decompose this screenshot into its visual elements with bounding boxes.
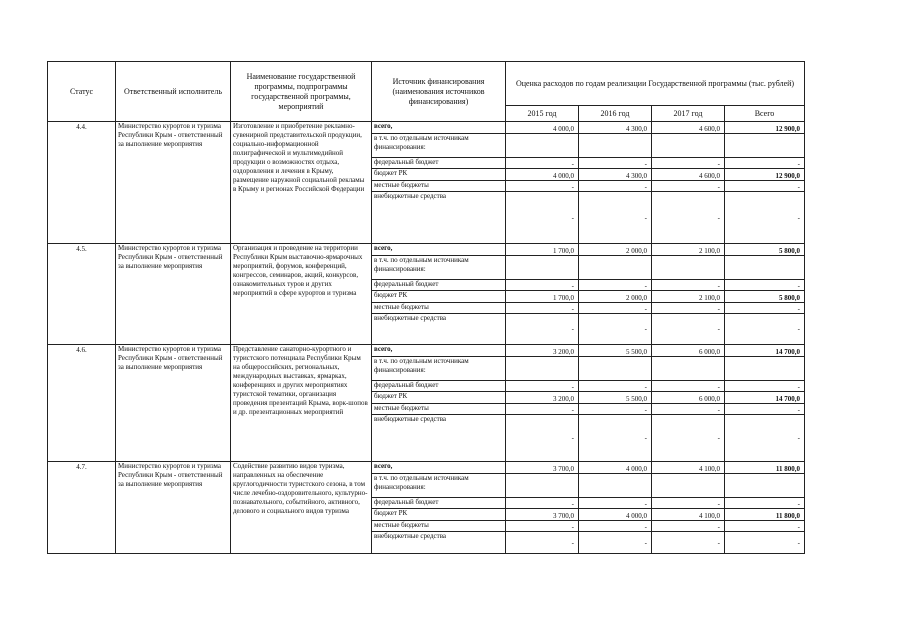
value-cell: 14 700,0 <box>725 392 805 404</box>
value-cell: 3 700,0 <box>506 462 579 474</box>
value-cell: 11 800,0 <box>725 509 805 521</box>
value-cell <box>579 256 652 280</box>
value-cell <box>652 134 725 158</box>
value-cell <box>652 256 725 280</box>
row-activity-name: Организация и проведение на территории Республики Крым выставочно-ярмарочных мероприятий, форумов, конференций, конгрессов, семинаров, акций, конкурсов, ознакомительных туров и других мероприятий в сфере курортов и туризма <box>231 244 372 345</box>
value-cell: - <box>725 521 805 532</box>
value-cell <box>506 134 579 158</box>
value-cell: 2 000,0 <box>579 244 652 256</box>
funding-source-label: местные бюджеты <box>372 303 506 314</box>
value-cell: - <box>579 303 652 314</box>
value-cell: - <box>725 303 805 314</box>
value-cell: - <box>725 280 805 291</box>
value-cell: - <box>579 532 652 554</box>
value-cell: - <box>725 404 805 415</box>
value-cell: - <box>652 498 725 509</box>
funding-source-label: внебюджетные средства <box>372 415 506 462</box>
value-cell: - <box>506 498 579 509</box>
value-cell: - <box>652 404 725 415</box>
value-cell: - <box>579 181 652 192</box>
value-cell: 4 300,0 <box>579 122 652 134</box>
row-status: 4.4. <box>48 122 116 244</box>
funding-source-label: федеральный бюджет <box>372 280 506 291</box>
funding-source-label: местные бюджеты <box>372 404 506 415</box>
value-cell: - <box>506 280 579 291</box>
value-cell: - <box>579 314 652 345</box>
value-cell: 4 000,0 <box>506 122 579 134</box>
value-cell: - <box>579 280 652 291</box>
header-total: Всего <box>725 106 805 122</box>
value-cell: - <box>579 381 652 392</box>
value-cell: 1 700,0 <box>506 244 579 256</box>
header-name: Наименование государственной программы, подпрограммы государственной программы, мероприятий <box>231 62 372 122</box>
value-cell: 4 100,0 <box>652 509 725 521</box>
funding-source-label: внебюджетные средства <box>372 532 506 554</box>
value-cell: - <box>579 404 652 415</box>
value-cell <box>579 357 652 381</box>
table-row <box>48 244 805 256</box>
value-cell <box>725 474 805 498</box>
value-cell: 4 000,0 <box>579 509 652 521</box>
value-cell: 5 500,0 <box>579 345 652 357</box>
funding-source-label: федеральный бюджет <box>372 498 506 509</box>
value-cell: - <box>506 314 579 345</box>
value-cell: - <box>506 303 579 314</box>
table-row <box>48 122 805 134</box>
value-cell: - <box>652 280 725 291</box>
funding-source-label: федеральный бюджет <box>372 381 506 392</box>
header-source: Источник финансирования (наименования источников финансирования) <box>372 62 506 122</box>
value-cell: 14 700,0 <box>725 345 805 357</box>
value-cell: - <box>652 192 725 244</box>
value-cell: - <box>506 192 579 244</box>
value-cell: - <box>725 314 805 345</box>
header-executor: Ответственный исполнитель <box>116 62 231 122</box>
value-cell <box>725 256 805 280</box>
value-cell: 12 900,0 <box>725 122 805 134</box>
value-cell: - <box>652 415 725 462</box>
value-cell: 4 000,0 <box>506 169 579 181</box>
value-cell: - <box>506 181 579 192</box>
value-cell: - <box>725 498 805 509</box>
value-cell: - <box>725 532 805 554</box>
value-cell <box>652 474 725 498</box>
value-cell <box>725 134 805 158</box>
row-executor: Министерство курортов и туризма Республики Крым - ответственный за выполнение мероприятия <box>116 345 231 462</box>
funding-source-label: бюджет РК <box>372 509 506 521</box>
value-cell: - <box>579 158 652 169</box>
value-cell: - <box>725 192 805 244</box>
value-cell: 4 600,0 <box>652 122 725 134</box>
value-cell: 5 800,0 <box>725 291 805 303</box>
row-executor: Министерство курортов и туризма Республики Крым - ответственный за выполнение мероприятия <box>116 244 231 345</box>
value-cell: - <box>652 158 725 169</box>
value-cell: 2 100,0 <box>652 291 725 303</box>
value-cell: - <box>652 314 725 345</box>
table-row <box>48 462 805 474</box>
table-row <box>48 345 805 357</box>
value-cell: - <box>506 404 579 415</box>
funding-source-label: в т.ч. по отдельным источникам финансирования: <box>372 357 506 381</box>
value-cell: 6 000,0 <box>652 345 725 357</box>
value-cell: - <box>506 521 579 532</box>
funding-source-label: местные бюджеты <box>372 521 506 532</box>
value-cell: 3 200,0 <box>506 392 579 404</box>
funding-source-label: всего, <box>372 462 506 474</box>
value-cell: - <box>652 532 725 554</box>
header-estimate: Оценка расходов по годам реализации Государственной программы (тыс. рублей) <box>506 62 805 106</box>
funding-source-label: в т.ч. по отдельным источникам финансирования: <box>372 474 506 498</box>
funding-source-label: внебюджетные средства <box>372 192 506 244</box>
row-activity-name: Представление санаторно-курортного и туристского потенциала Республики Крым на общероссийских, региональных, международных выставках, ярмарках, конференциях и других мероприятиях туристской тематики, организация проведения презентаций Крыма, ворк-шопов и др. презентационных мероприятий <box>231 345 372 462</box>
value-cell: - <box>506 532 579 554</box>
value-cell: 4 000,0 <box>579 462 652 474</box>
value-cell: 2 000,0 <box>579 291 652 303</box>
value-cell: 2 100,0 <box>652 244 725 256</box>
value-cell <box>579 134 652 158</box>
value-cell: 5 500,0 <box>579 392 652 404</box>
value-cell: 4 600,0 <box>652 169 725 181</box>
row-status: 4.5. <box>48 244 116 345</box>
row-executor: Министерство курортов и туризма Республики Крым - ответственный за выполнение мероприятия <box>116 122 231 244</box>
value-cell <box>506 357 579 381</box>
funding-source-label: бюджет РК <box>372 291 506 303</box>
value-cell: - <box>652 381 725 392</box>
value-cell: - <box>506 381 579 392</box>
funding-source-label: бюджет РК <box>372 169 506 181</box>
funding-source-label: местные бюджеты <box>372 181 506 192</box>
value-cell: - <box>579 415 652 462</box>
value-cell: - <box>725 181 805 192</box>
value-cell <box>506 256 579 280</box>
funding-source-label: внебюджетные средства <box>372 314 506 345</box>
row-activity-name: Содействие развитию видов туризма, направленных на обеспечение круглогодичности туристского сезона, в том числе лечебно-оздоровительного, культурно-познавательного, событийного, активного, делового и социального видов туризма <box>231 462 372 554</box>
value-cell: 6 000,0 <box>652 392 725 404</box>
row-status: 4.7. <box>48 462 116 554</box>
row-executor: Министерство курортов и туризма Республики Крым - ответственный за выполнение мероприятия <box>116 462 231 554</box>
value-cell: - <box>579 521 652 532</box>
header-year-2016: 2016 год <box>579 106 652 122</box>
value-cell: 11 800,0 <box>725 462 805 474</box>
header-year-2015: 2015 год <box>506 106 579 122</box>
header-status: Статус <box>48 62 116 122</box>
value-cell <box>579 474 652 498</box>
value-cell: - <box>579 192 652 244</box>
value-cell: 5 800,0 <box>725 244 805 256</box>
table-body <box>48 122 805 554</box>
value-cell: - <box>725 381 805 392</box>
financing-table <box>47 61 805 554</box>
row-status: 4.6. <box>48 345 116 462</box>
value-cell: - <box>579 498 652 509</box>
value-cell: - <box>725 415 805 462</box>
value-cell <box>652 357 725 381</box>
funding-source-label: всего, <box>372 345 506 357</box>
value-cell <box>725 357 805 381</box>
funding-source-label: всего, <box>372 122 506 134</box>
funding-source-label: в т.ч. по отдельным источникам финансирования: <box>372 134 506 158</box>
value-cell: 4 300,0 <box>579 169 652 181</box>
value-cell: 3 200,0 <box>506 345 579 357</box>
value-cell: - <box>652 303 725 314</box>
funding-source-label: бюджет РК <box>372 392 506 404</box>
row-activity-name: Изготовление и приобретение рекламно-сувенирной представительской продукции, социально-информационной полиграфической и мультимедийной продукции о возможностях отдыха, оздоровления и лечения в Крыму, размещение наружной социальной рекламы в Крыму и регионах Российской Федерации <box>231 122 372 244</box>
value-cell <box>506 474 579 498</box>
funding-source-label: федеральный бюджет <box>372 158 506 169</box>
value-cell: 3 700,0 <box>506 509 579 521</box>
header-year-2017: 2017 год <box>652 106 725 122</box>
funding-source-label: всего, <box>372 244 506 256</box>
value-cell: 1 700,0 <box>506 291 579 303</box>
value-cell: 4 100,0 <box>652 462 725 474</box>
value-cell: - <box>652 181 725 192</box>
value-cell: 12 900,0 <box>725 169 805 181</box>
value-cell: - <box>506 415 579 462</box>
funding-source-label: в т.ч. по отдельным источникам финансирования: <box>372 256 506 280</box>
value-cell: - <box>652 521 725 532</box>
value-cell: - <box>725 158 805 169</box>
value-cell: - <box>506 158 579 169</box>
